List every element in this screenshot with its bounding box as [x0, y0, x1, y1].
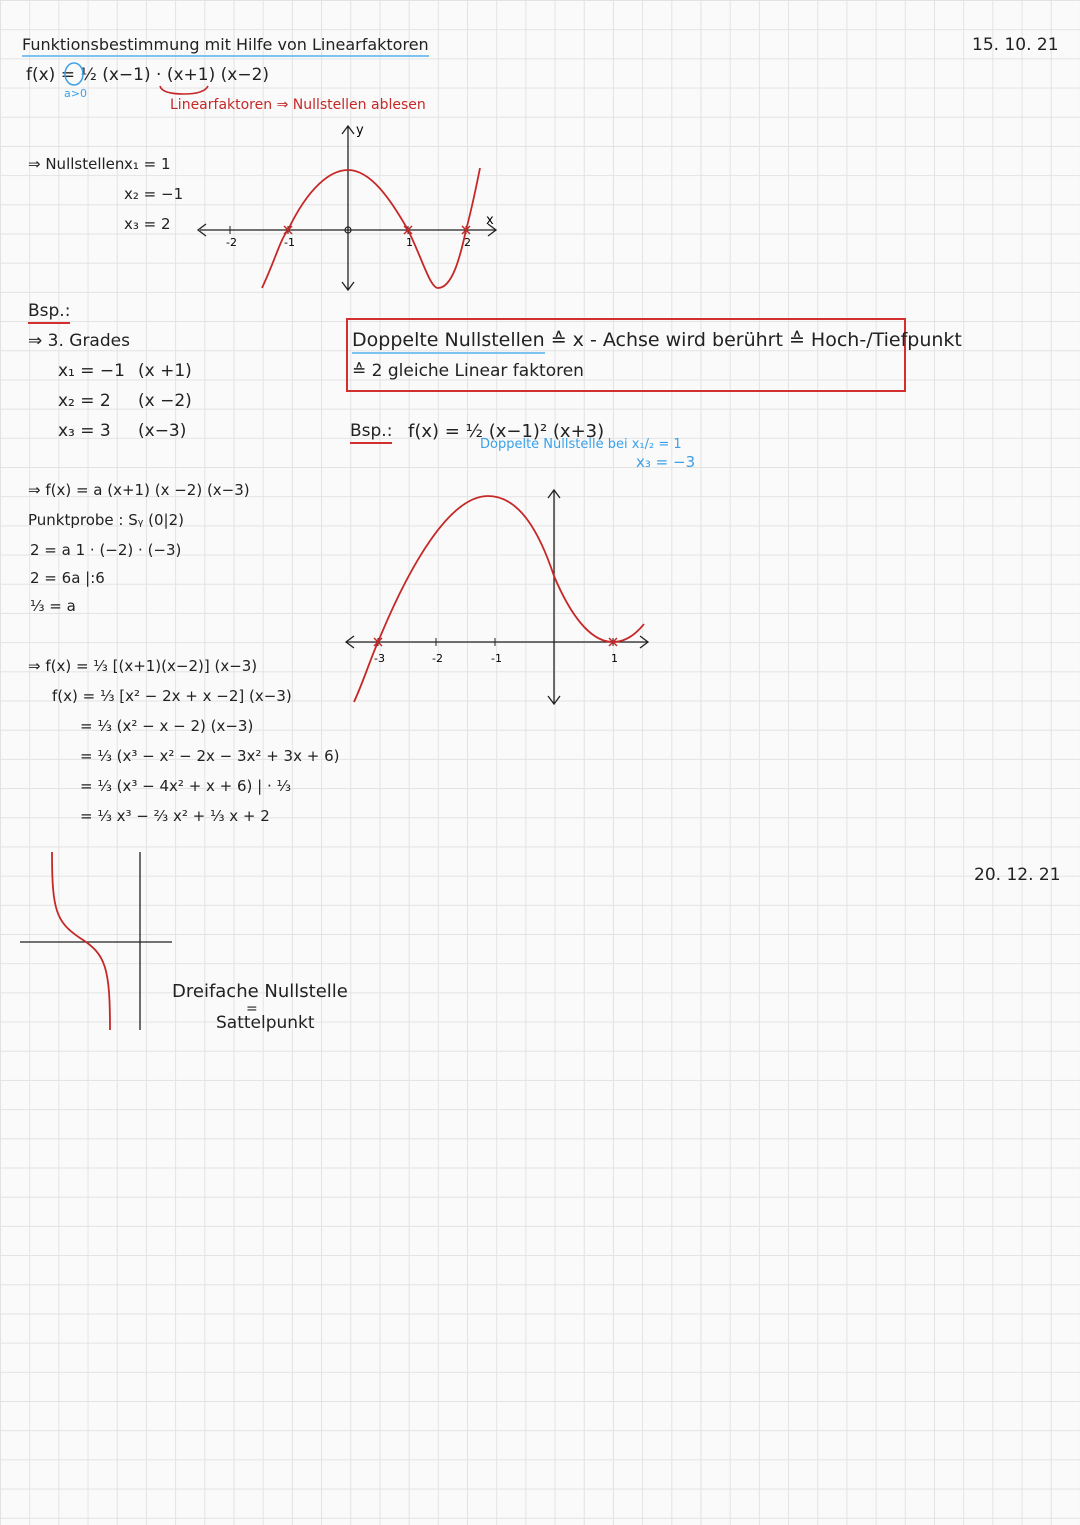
graph-3	[18, 850, 188, 1040]
graph-1-y-label: y	[356, 123, 364, 138]
double-root-line-1	[352, 330, 962, 351]
graph-2-tick: -2	[432, 652, 443, 665]
degree-label: ⇒ 3. Grades	[28, 331, 130, 351]
root-x1: x₁ = 1	[124, 155, 171, 173]
expansion-line: = ⅓ x³ − ⅔ x² + ⅓ x + 2	[80, 807, 270, 825]
graph-2	[340, 484, 660, 714]
graph-1-curve	[262, 168, 480, 288]
double-root-term: Doppelte Nullstellen	[352, 329, 545, 354]
graph-2-tick: -1	[491, 652, 502, 665]
expansion-line: f(x) = ⅓ [x² − 2x + x −2] (x−3)	[52, 687, 292, 705]
root-x3: x₃ = 2	[124, 215, 171, 233]
page-title: Funktionsbestimmung mit Hilfe von Linearfaktoren	[22, 36, 429, 57]
example-1-root: x₃ = 3	[58, 421, 111, 441]
graph-1-tick: 2	[464, 236, 471, 249]
graph-1-tick: -1	[284, 236, 295, 249]
step-2: 2 = 6a |:6	[30, 569, 105, 587]
example-2-x3: x₃ = −3	[636, 453, 696, 471]
triple-root-equals: =	[246, 1001, 258, 1017]
double-root-definition: ≙ x - Achse wird berührt ≙ Hoch-/Tiefpunkt	[544, 329, 962, 351]
factor-brace	[156, 82, 216, 102]
example-2-heading: Bsp.:	[350, 422, 392, 444]
punktprobe: Punktprobe : Sᵧ (0|2)	[28, 511, 184, 529]
graph-1-x-label: x	[486, 213, 494, 228]
expansion-line: = ⅓ (x² − x − 2) (x−3)	[80, 717, 254, 735]
example-1-heading: Bsp.:	[28, 302, 70, 324]
ansatz: ⇒ f(x) = a (x+1) (x −2) (x−3)	[28, 481, 250, 499]
roots-label: ⇒ Nullstellen	[28, 155, 125, 173]
intro-function: f(x) = ½ (x−1) · (x+1) (x−2)	[26, 65, 270, 85]
graph-1	[190, 118, 510, 298]
triple-root-label: Dreifache Nullstelle	[172, 981, 348, 1002]
example-1-factor: (x −2)	[138, 391, 192, 411]
example-1-factor: (x−3)	[138, 421, 187, 441]
example-1-root: x₂ = 2	[58, 391, 111, 411]
expansion-line: = ⅓ (x³ − x² − 2x − 3x² + 3x + 6)	[80, 747, 340, 765]
root-x2: x₂ = −1	[124, 185, 184, 203]
example-1-factor: (x +1)	[138, 361, 192, 381]
example-2-function: f(x) = ½ (x−1)² (x+3)	[408, 421, 605, 442]
graph-2-curve	[354, 496, 644, 702]
linear-factor-note: Linearfaktoren ⇒ Nullstellen ablesen	[170, 97, 426, 113]
graph-2-tick: 1	[611, 652, 618, 665]
graph-1-tick: 1	[406, 236, 413, 249]
double-root-note: Doppelte Nullstelle bei x₁/₂ = 1	[480, 437, 682, 452]
step-3: ⅓ = a	[30, 597, 76, 615]
step-1: 2 = a 1 · (−2) · (−3)	[30, 541, 182, 559]
expansion-line: = ⅓ (x³ − 4x² + x + 6) | · ⅓	[80, 777, 292, 795]
expansion-line: ⇒ f(x) = ⅓ [(x+1)(x−2)] (x−3)	[28, 657, 258, 675]
example-1-root: x₁ = −1	[58, 361, 125, 381]
graph-3-curve	[52, 852, 110, 1030]
coefficient-circle	[62, 62, 86, 86]
triple-root-result: Sattelpunkt	[216, 1013, 315, 1033]
double-root-line-2: ≙ 2 gleiche Linear faktoren	[352, 361, 584, 381]
date-2: 20. 12. 21	[974, 865, 1061, 885]
a-note: a>0	[64, 87, 87, 100]
graph-1-tick: -2	[226, 236, 237, 249]
date-1: 15. 10. 21	[972, 35, 1059, 55]
graph-2-tick: -3	[374, 652, 385, 665]
